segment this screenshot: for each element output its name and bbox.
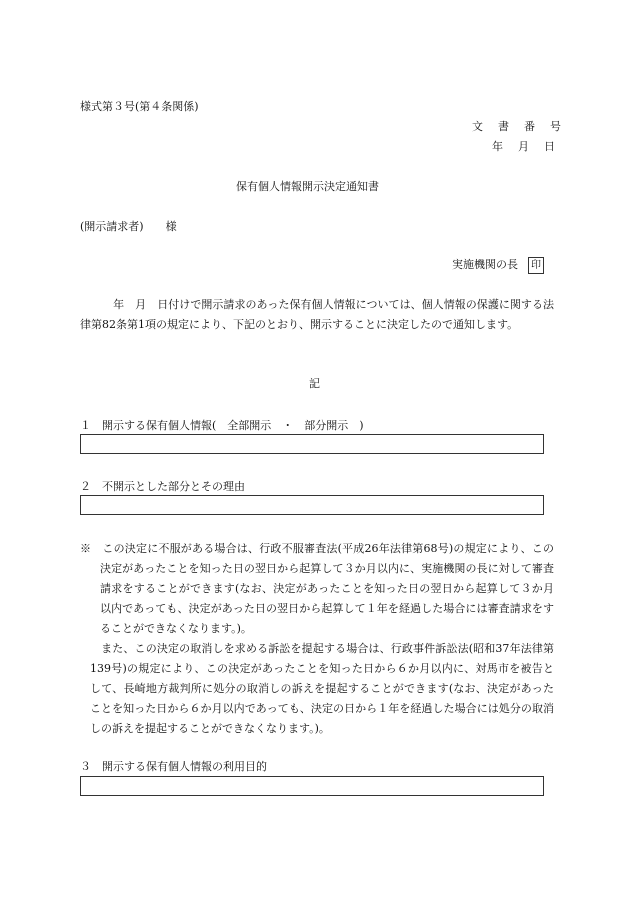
seal-stamp: 印 — [528, 257, 544, 274]
ki-heading: 記 — [309, 377, 320, 390]
section3-label: ３ 開示する保有個人情報の利用目的 — [80, 760, 267, 773]
form-label: 様式第３号(第４条関係) — [80, 100, 199, 113]
section3-field[interactable] — [80, 776, 544, 796]
section1-field[interactable] — [80, 434, 544, 454]
section1-label: １ 開示する保有個人情報( 全部開示 ・ 部分開示 ) — [80, 419, 364, 432]
document-number-label: 文 書 番 号 — [472, 120, 563, 133]
section2-field[interactable] — [80, 495, 544, 515]
appeal-notice — [80, 539, 554, 739]
appeal-notice-para2: また、この決定の取消しを求める訴訟を提起する場合は、行政事件訴訟法(昭和37年法律第139号)の規定により、この決定があったことを知った日から６か月以内に、対馬市を被告として、長崎地方裁判所に処分の取消しの訴えを提起することができます(なお、決定があったことを知った日から６か月以内であっても、決定の日から１年を経過した場合には処分の取消しの訴えを提起することができなくなります。)。 — [90, 642, 554, 735]
body-paragraph: 年 月 日付けで開示請求のあった保有個人情報については、個人情報の保護に関する法律第82条第1項の規定により、下記のとおり、開示することに決定したので通知します。 — [80, 298, 554, 331]
section2-label: ２ 不開示とした部分とその理由 — [80, 480, 245, 493]
date-label: 年 月 日 — [492, 140, 557, 153]
page-title: 保有個人情報開示決定通知書 — [236, 180, 379, 193]
sender: 実施機関の長 — [452, 258, 518, 271]
sender-block — [452, 256, 544, 274]
appeal-notice-para1: ※ この決定に不服がある場合は、行政不服審査法(平成26年法律第68号)の規定により、この決定があったことを知った日の翌日から起算して３か月以内に、実施機関の長に対して審査請求をすることができます(なお、決定があったことを知った日の翌日から起算して３か月以内であっても、決定があった日の翌日から起算して１年を経過した場合には審査請求をすることができなくなります。)。 — [80, 542, 554, 635]
addressee: (開示請求者) 様 — [80, 220, 177, 233]
